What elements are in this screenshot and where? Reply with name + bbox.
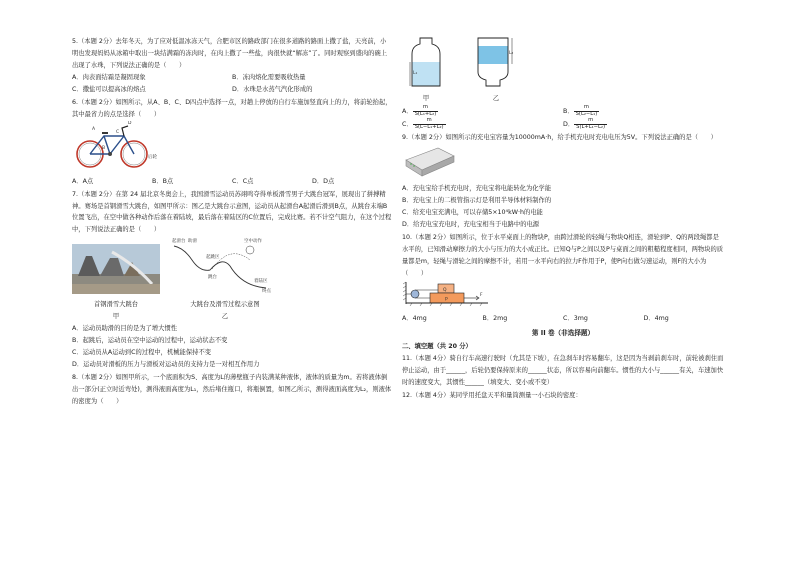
option-c[interactable]: C．3mg: [563, 314, 588, 322]
ski-jump-diagram: [170, 236, 280, 294]
bottle-upright-icon: [408, 36, 444, 88]
question-11: 11.（本题 4分）骑自行车高速行驶时（允其是下坡），在急刹车时容易翻车，这是因为当剥前刹车时，前轮被刹住而停止运动，由于______，后轮仍要保持原来的______状态，所以容易向前翻车。惯性的大小与______有关，车速加快时的速度变大，其惯性______（填变大、变小或不变）: [402, 355, 724, 387]
fraction-options: [402, 105, 724, 131]
option-d[interactable]: D．水珠是水蒸气汽化形成的: [232, 85, 313, 93]
label-b: B: [102, 145, 106, 151]
option-d[interactable]: D．D点: [312, 177, 335, 185]
bicycle-figure: [72, 121, 392, 176]
option-c[interactable]: C．运动员从A运动到C的过程中，机械能保持不变: [72, 349, 212, 357]
question-7: [72, 189, 392, 371]
label-l1: L₁: [413, 71, 418, 76]
left-column: [72, 36, 392, 409]
question-9: [402, 132, 724, 231]
option-a[interactable]: A．4mg: [402, 314, 427, 322]
bottle-b-label: 乙: [492, 94, 500, 102]
question-6: [72, 97, 392, 188]
option-b[interactable]: B．2mg: [482, 314, 508, 322]
option-a[interactable]: A．A点: [72, 177, 94, 185]
right-column: [402, 36, 724, 403]
question-8-continued: [402, 36, 724, 131]
diagram-caption: 大跳台及滑雪过程示意图: [190, 301, 260, 309]
label-run: 助滑: [188, 239, 197, 245]
question-12: 12.（本题 4分）某同学用托盘天平和量筒测量一小石块的密度：: [402, 392, 582, 400]
option-a[interactable]: A． $\frac{m}{\text{S(L₁+L₂)}}$: [402, 103, 437, 117]
option-b[interactable]: B．B点: [152, 177, 174, 185]
option-a[interactable]: A．肉表面结霜是凝固现象: [72, 73, 146, 81]
option-a[interactable]: A．运动员助滑的目的是为了增大惯性: [72, 325, 178, 333]
diagram-label: 乙: [221, 313, 229, 321]
label-land: 着陆区: [254, 279, 268, 285]
bottle-figures: [402, 36, 724, 105]
label-rear-wheel: 后轮: [148, 154, 157, 160]
option-d[interactable]: D．4mg: [643, 314, 669, 322]
diagram-panel: [170, 236, 280, 323]
bottle-a: [408, 36, 444, 105]
photo-panel: [72, 244, 160, 323]
question-stem: 10.（本题 2分）如图所示，位于水平桌面上的物块P，由跨过滑轮的轻绳与物块Q相连，滑轮到P、Q的两段绳都是水平的，已知滑动摩擦力的大小与压力的大小成正比。已知Q与P之间以及P与桌面之间的粗糙程度相同，两物块的质量都是m，轻绳与滑轮之间的摩擦不计，若用一水平向右的拉力F作用于P，使P向右做匀速运动，则F的大小为（ ）: [402, 233, 724, 277]
option-d[interactable]: D．运动员对滑板的压力与滑板对运动员的支持力是一对相互作用力: [72, 361, 260, 369]
question-stem: 9.（本题 2分）如图所示的充电宝容量为10000mA·h，给手机充电时充电电压为5V。下列说法正确的是（ ）: [402, 134, 717, 142]
ski-jump-photo: [72, 244, 160, 294]
question-5: [72, 36, 392, 96]
ski-jump-figures: [72, 236, 392, 323]
label-q: Q: [443, 287, 447, 293]
option-b[interactable]: B．充电宝上的二极管指示灯是利用半导体材料制作的: [402, 197, 552, 205]
option-b[interactable]: B．冻肉熔化需要吸收热量: [232, 73, 306, 81]
option-d[interactable]: D． $\frac{m}{\text{S(L+L₁−L₂)}}$: [563, 117, 606, 130]
photo-caption: 首钢滑雪大跳台: [93, 301, 139, 309]
part-2-title: 第 II 卷（非选择题）: [531, 328, 595, 337]
section-heading: 二、填空题（共 20 分）: [402, 343, 472, 351]
label-d: D: [128, 120, 132, 126]
label-air: 空中动作: [244, 239, 262, 245]
label-p: P: [445, 297, 448, 303]
power-bank-figure: [402, 144, 724, 183]
label-jump: 跳台: [208, 275, 217, 281]
question-stem: 5.（本题 2分）去年冬天，为了应对低温冰冻天气，合肥市区的路政部门在很多道路的路面上撒了盐，天亮前，小明也发现妈妈从冰箱中取出一块结满霜的冻肉时，在肉上撒了一些盐，肉很快就“解冻”了。同时观察到盛肉的碗上出现了水珠，下列说法正确的是（ ）: [72, 38, 388, 69]
pulley-block-icon: [402, 280, 492, 308]
label-a: A: [92, 126, 96, 132]
bottle-b: [474, 36, 518, 105]
label-takeoff: 起跳区: [206, 255, 220, 261]
label-end: 终点: [262, 289, 271, 295]
option-b[interactable]: B． $\frac{m}{\text{S(L₂−L₁)}}$: [563, 103, 598, 117]
question-10: [402, 232, 724, 325]
bottle-inverted-icon: [474, 36, 518, 88]
label-start: 起滑台: [172, 239, 186, 245]
question-stem: 7.（本题 2分）在第 24 届北京冬奥会上，我国滑雪运动员苏翊鸣夺得单板滑雪男子大跳台冠军，展现出了拼搏精神。赛场是首钢滑雪大跳台，如图甲所示：图乙是大跳台示意图，运动员从起滑台A起滑后滑到B点，从跳台末端B位置飞出，在空中做各种动作后落在着陆坡，最后落在着陆区的C位置后，完成比赛。若不计空气阻力，在这个过程中，下列说法正确的是（ ）: [72, 190, 392, 234]
option-c[interactable]: C．C点: [232, 177, 254, 185]
question-8: [72, 372, 392, 408]
question-stem: 8.（本题 2分）如图甲所示，一个底面积为S、高度为L的薄壁瓶子内装满某种液体，液体的质量为m。若将液体倒出一部分(正立时近弯处)，测得液面高度为L₁，然后堵住瓶口，将瓶倒置，如图乙所示，测得液面高度为L₂，则液体的密度为（ ）: [72, 374, 392, 405]
option-d[interactable]: D．给充电宝充电时，充电宝相当于电路中的电源: [402, 221, 540, 229]
option-c[interactable]: C．给充电宝充满电，可以存储5×10⁴kW·h的电能: [402, 209, 543, 217]
label-f: F: [480, 292, 483, 298]
pulley-figure: [402, 280, 724, 313]
option-c[interactable]: C． $\frac{m}{\text{S(L−L₁+L₂)}}$: [402, 117, 444, 130]
bicycle-icon: [72, 121, 162, 171]
power-bank-icon: [402, 144, 458, 178]
option-c[interactable]: C．撒盐可以提高冰的熔点: [72, 85, 146, 93]
option-a[interactable]: A．充电宝给手机充电时，充电宝将电能转化为化学能: [402, 185, 552, 193]
question-stem: 6.（本题 2分）如图所示，从A、B、C、D四点中选择一点，对趟上停放的自行车施加竖直向上的力，将前轮抬起，其中最省力的点是选择（ ）: [72, 98, 392, 118]
label-l2: L₂: [509, 51, 514, 56]
bottle-a-label: 甲: [422, 94, 430, 102]
option-b[interactable]: B．起跳后，运动员在空中运动的过程中，运动状态不变: [72, 337, 228, 345]
photo-label: 甲: [112, 313, 120, 321]
label-c: C: [116, 129, 120, 135]
